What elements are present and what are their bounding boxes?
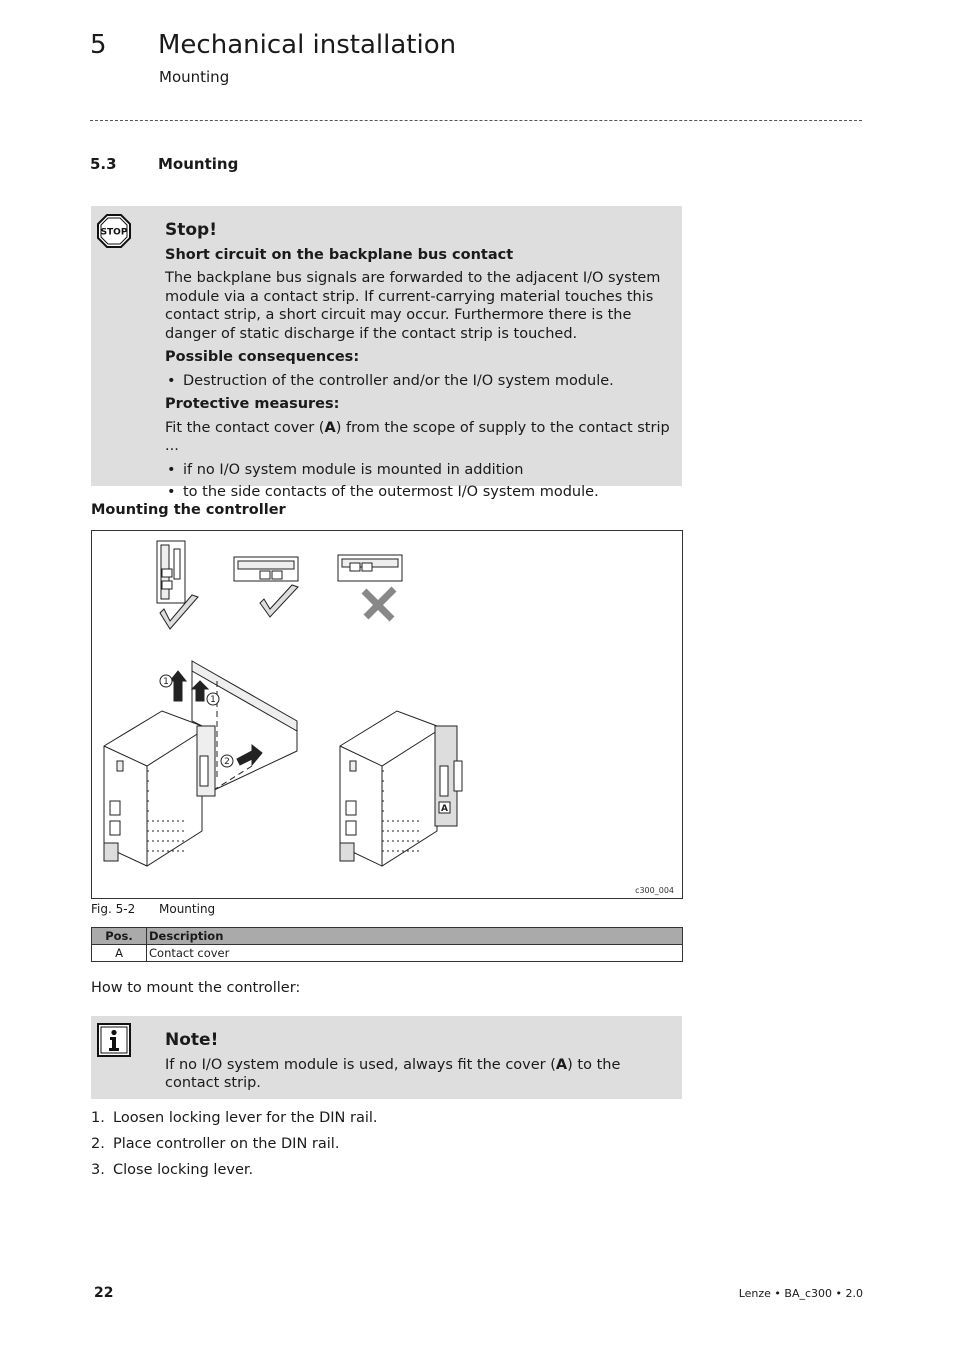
section-number: 5.3 [90, 155, 117, 173]
figure-code: c300_004 [635, 886, 674, 895]
arrow-up-icon [192, 681, 208, 701]
measures-label: Protective measures: [165, 396, 340, 412]
intro-text: How to mount the controller: [91, 980, 301, 996]
mounting-figure [91, 530, 683, 899]
note-title: Note! [165, 1030, 219, 1050]
stop-heading: Short circuit on the backplane bus contact [165, 246, 514, 263]
arrow-up-icon [170, 671, 186, 701]
stop-title: Stop! [165, 220, 217, 240]
stop-sign-icon [97, 214, 131, 252]
stop-warning-box [91, 206, 682, 500]
chapter-number: 5 [90, 30, 107, 60]
chapter-title: Mechanical installation [158, 30, 457, 60]
horizontal-orientation-ok [234, 557, 298, 617]
arrow-right-icon [237, 745, 262, 765]
list-item: • if no I/O system module is mounted in addition [165, 461, 670, 480]
note-box [91, 1016, 682, 1099]
mounting-heading: Mounting the controller [91, 502, 286, 518]
figure-caption-number: Fig. 5-2 [91, 902, 136, 916]
consequences-label: Possible consequences: [165, 349, 360, 365]
svg-text:STOP: STOP [100, 227, 128, 238]
measures-list [165, 461, 670, 502]
figure-caption-text: Mounting [159, 902, 216, 916]
consequences-list [165, 372, 670, 391]
list-item: 1. Loosen locking lever for the DIN rail. [91, 1110, 378, 1126]
table-cell: Contact cover [147, 945, 683, 962]
table-header-row [92, 928, 683, 945]
section-title: Mounting [158, 155, 239, 173]
stop-body: The backplane bus signals are forwarded to the adjacent I/O system module via a contact strip. If current-carrying material touches this contact strip, a short circuit may occur. Furthermore there is the danger of static discharge if the contact strip is touched. [165, 270, 661, 342]
callout-label: 2 [224, 757, 230, 767]
header-divider [90, 120, 862, 121]
callout-label: 1 [210, 695, 216, 705]
note-text: If no I/O system module is used, always fit the cover (A) to the contact strip. [165, 1056, 621, 1091]
measures-text: Fit the contact cover (A) from the scope of supply to the contact strip ... [165, 419, 670, 454]
list-item: 3. Close locking lever. [91, 1162, 254, 1178]
list-item: 2. Place controller on the DIN rail. [91, 1136, 340, 1152]
cover-label: A [441, 804, 448, 814]
table-header: Description [147, 928, 683, 945]
table-cell: A [92, 945, 147, 962]
info-icon [97, 1023, 131, 1061]
inverted-orientation-not-ok [338, 555, 402, 619]
callout-label: 1 [163, 677, 169, 687]
doc-info: Lenze • BA_c300 • 2.0 [738, 1287, 863, 1300]
mounting-illustration [92, 531, 682, 898]
controller-right [340, 711, 462, 866]
list-item: • to the side contacts of the outermost I/O system module. [165, 483, 670, 502]
chapter-subtitle: Mounting [159, 68, 230, 86]
position-table [91, 927, 683, 962]
table-header: Pos. [92, 928, 147, 945]
controller-left [104, 711, 215, 866]
vertical-orientation-ok [157, 541, 198, 629]
page-number: 22 [94, 1285, 114, 1301]
table-row [92, 945, 683, 962]
steps-list [91, 1110, 378, 1188]
list-item: • Destruction of the controller and/or the I/O system module. [165, 372, 670, 391]
